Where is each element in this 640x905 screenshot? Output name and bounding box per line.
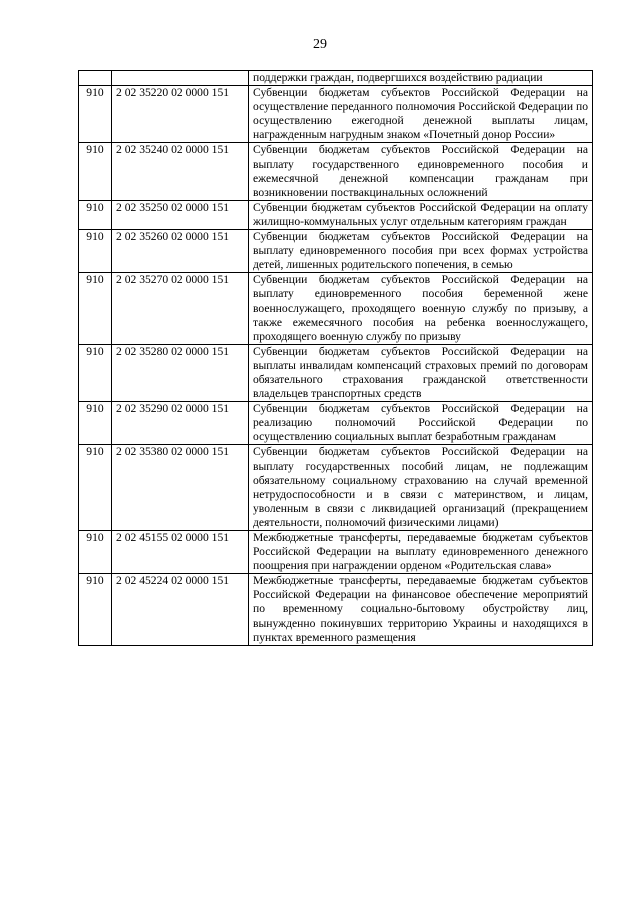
budget-code-cell: 2 02 35270 02 0000 151 <box>112 273 249 344</box>
income-name-cell: Субвенции бюджетам субъектов Российской Федерации на оплату жилищно-коммунальных услуг отдельным категориям граждан <box>249 200 593 229</box>
income-name-cell: Субвенции бюджетам субъектов Российской Федерации на выплату государственных пособий лицам, не подлежащим обязательному социальному страхованию на случай временной нетрудоспособности и в связи с материнством, и лицам, уволенным в связи с ликвидацией организаций (прекращением деятельности, полномочий физическими лицами) <box>249 445 593 531</box>
income-name-cell: поддержки граждан, подвергшихся воздействию радиации <box>249 71 593 86</box>
budget-code-cell: 2 02 45155 02 0000 151 <box>112 531 249 574</box>
admin-code-cell <box>79 71 112 86</box>
income-name-cell: Субвенции бюджетам субъектов Российской Федерации на реализацию полномочий Российской Федерации по осуществлению социальных выплат безработным гражданам <box>249 402 593 445</box>
admin-code-cell: 910 <box>79 574 112 645</box>
admin-code-cell: 910 <box>79 230 112 273</box>
income-name-cell: Межбюджетные трансферты, передаваемые бюджетам субъектов Российской Федерации на выплату единовременного денежного поощрения при награждении орденом «Родительская слава» <box>249 531 593 574</box>
table-row <box>79 86 593 143</box>
income-name-cell: Субвенции бюджетам субъектов Российской Федерации на выплату единовременного пособия беременной жене военнослужащего, проходящего военную службу по призыву, а также ежемесячного пособия на ребенка военнослужащего, проходящего военную службу по призыву <box>249 273 593 344</box>
income-name-cell: Субвенции бюджетам субъектов Российской Федерации на выплату государственного единовременного пособия и ежемесячной денежной компенсации гражданам при возникновении поствакцинальных осложнений <box>249 143 593 200</box>
admin-code-cell: 910 <box>79 402 112 445</box>
table-row <box>79 531 593 574</box>
budget-code-cell: 2 02 35380 02 0000 151 <box>112 445 249 531</box>
table-row <box>79 200 593 229</box>
admin-code-cell: 910 <box>79 200 112 229</box>
table-row <box>79 402 593 445</box>
table-row <box>79 71 593 86</box>
table-row <box>79 230 593 273</box>
page-number: 29 <box>313 37 327 52</box>
budget-code-cell: 2 02 35260 02 0000 151 <box>112 230 249 273</box>
budget-classification-table <box>78 70 593 646</box>
admin-code-cell: 910 <box>79 445 112 531</box>
income-name-cell: Межбюджетные трансферты, передаваемые бюджетам субъектов Российской Федерации на финансовое обеспечение мероприятий по временному социально-бытовому обустройству лиц, вынужденно покинувших территорию Украины и находящихся в пунктах временного размещения <box>249 574 593 645</box>
budget-code-cell: 2 02 35250 02 0000 151 <box>112 200 249 229</box>
table-row <box>79 344 593 401</box>
table-body <box>79 71 593 646</box>
admin-code-cell: 910 <box>79 344 112 401</box>
admin-code-cell: 910 <box>79 86 112 143</box>
budget-code-cell: 2 02 35240 02 0000 151 <box>112 143 249 200</box>
budget-code-cell <box>112 71 249 86</box>
table-row <box>79 445 593 531</box>
budget-code-cell: 2 02 35280 02 0000 151 <box>112 344 249 401</box>
budget-code-cell: 2 02 35290 02 0000 151 <box>112 402 249 445</box>
table-row <box>79 143 593 200</box>
admin-code-cell: 910 <box>79 143 112 200</box>
table-row <box>79 273 593 344</box>
budget-code-cell: 2 02 35220 02 0000 151 <box>112 86 249 143</box>
admin-code-cell: 910 <box>79 531 112 574</box>
budget-code-cell: 2 02 45224 02 0000 151 <box>112 574 249 645</box>
table-row <box>79 574 593 645</box>
admin-code-cell: 910 <box>79 273 112 344</box>
income-name-cell: Субвенции бюджетам субъектов Российской Федерации на выплату единовременного пособия при всех формах устройства детей, лишенных родительского попечения, в семью <box>249 230 593 273</box>
income-name-cell: Субвенции бюджетам субъектов Российской Федерации на выплаты инвалидам компенсаций страховых премий по договорам обязательного страхования гражданской ответственности владельцев транспортных средств <box>249 344 593 401</box>
income-name-cell: Субвенции бюджетам субъектов Российской Федерации на осуществление переданного полномочия Российской Федерации по осуществлению ежегодной денежной выплаты лицам, награжденным нагрудным знаком «Почетный донор России» <box>249 86 593 143</box>
